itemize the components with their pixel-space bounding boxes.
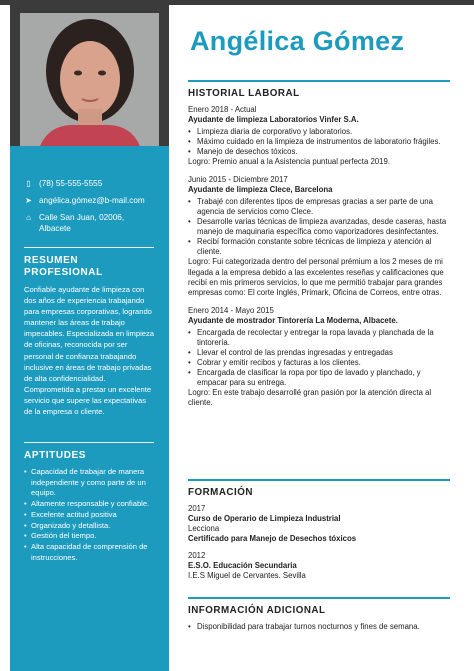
education-title: E.S.O. Educación Secundaria (188, 560, 297, 570)
job-bullets (188, 197, 450, 258)
skills-heading: APTITUDES (24, 450, 87, 461)
skills-section (24, 442, 154, 563)
skill-item: • Alta capacidad de comprensión de instrucciones. (24, 542, 154, 563)
job-entry (188, 175, 450, 298)
email-text: angélica.gómez@b-mail.com (39, 196, 145, 205)
skill-item: • Gestión del tiempo. (24, 531, 154, 542)
additional-section (188, 597, 450, 632)
skill-item: • Organizado y detallista. (24, 521, 154, 532)
education-heading: FORMACIÓN (188, 486, 253, 498)
contact-phone (24, 178, 164, 189)
contact-block (24, 178, 164, 240)
send-icon: ➤ (25, 196, 32, 205)
skill-item: • Excelente actitud positiva (24, 510, 154, 521)
additional-list (188, 622, 450, 632)
job-bullet: • Cobrar y emitir recibos y facturas a los clientes. (188, 358, 450, 368)
phone-icon: ▯ (26, 179, 31, 188)
job-achievement: Logro: Fui categorizada dentro del personal prémium a los 2 meses de mi llegada a la empresa debido a las excelentes reseñas y calificaciones que recibí en mis primeros servicios, lo que me permitió trabajar para grandes empresas como: El corte Inglés, Primark, Oficina de Correos, entre otras. (188, 257, 444, 297)
work-heading: HISTORIAL LABORAL (188, 87, 300, 99)
job-title: Ayudante de limpieza Laboratorios Vinfer S.A. (188, 114, 359, 124)
work-section (188, 80, 450, 409)
address-line2: Albacete (39, 224, 71, 233)
divider (188, 80, 450, 82)
education-year: 2017 (188, 503, 206, 513)
job-bullet: • Llevar el control de las prendas ingresadas y entregadas (188, 348, 450, 358)
contact-email (24, 195, 164, 206)
additional-heading: INFORMACIÓN ADICIONAL (188, 604, 326, 616)
skill-item: • Altamente responsable y confiable. (24, 499, 154, 510)
skill-item: • Capacidad de trabajar de manera independiente y como parte de un equipo. (24, 467, 154, 499)
job-bullet: • Encargada de recolectar y entregar la ropa lavada y planchada de la tintorería. (188, 328, 450, 348)
job-date: Enero 2018 - Actual (188, 104, 257, 114)
job-achievement: Logro: Premio anual a la Asistencia puntual perfecta 2019. (188, 156, 390, 166)
education-title: Curso de Operario de Limpieza Industrial (188, 513, 341, 523)
job-bullet: • Desarrolle varias técnicas de limpieza avanzadas, desde caseras, hasta manejo de maquinaria específica como vaporizadores desinfectantes. (188, 217, 450, 237)
job-achievement: Logro: En este trabajo desarrollé gran pasión por la atención directa al cliente. (188, 388, 432, 408)
education-section (188, 479, 450, 581)
skills-list (24, 467, 154, 563)
candidate-name: Angélica Gómez (190, 26, 405, 56)
education-place: Lecciona (188, 523, 220, 533)
job-entry (188, 105, 450, 167)
job-title: Ayudante de limpieza Clece, Barcelona (188, 184, 333, 194)
job-bullet: • Recibí formación constante sobre técnicas de limpieza y atención al cliente. (188, 237, 450, 257)
divider (24, 442, 154, 443)
job-bullet: • Encargada de clasificar la ropa por tipo de lavado y planchado, y empacar para su entrega. (188, 368, 450, 388)
summary-heading-line2: PROFESIONAL (24, 267, 103, 278)
job-bullet: • Trabajé con diferentes tipos de empresas gracias a ser parte de una agencia de servicios como Clece. (188, 197, 450, 217)
job-bullet: • Manejo de desechos tóxicos. (188, 147, 450, 157)
contact-address (24, 212, 164, 234)
address-line1: Calle San Juan, 02006, (39, 213, 125, 222)
phone-text: (78) 55-555-5555 (39, 179, 103, 188)
job-title: Ayudante de mostrador Tintorería La Moderna, Albacete. (188, 315, 398, 325)
job-bullet: • Limpieza diaria de corporativo y laboratorios. (188, 127, 450, 137)
job-date: Junio 2015 - Diciembre 2017 (188, 174, 288, 184)
education-place: I.E.S Miguel de Cervantes. Sevilla (188, 570, 306, 580)
education-year: 2012 (188, 550, 206, 560)
summary-heading (24, 255, 154, 279)
additional-item: • Disponibilidad para trabajar turnos nocturnos y fines de semana. (188, 622, 450, 632)
summary-section (24, 247, 154, 417)
summary-heading-line1: RESUMEN (24, 255, 79, 266)
divider (188, 597, 450, 599)
job-bullets (188, 127, 450, 157)
job-date: Enero 2014 - Mayo 2015 (188, 305, 274, 315)
profile-photo (20, 13, 159, 146)
home-icon: ⌂ (26, 213, 31, 222)
summary-text: Confiable ayudante de limpieza con dos años de experiencia trabajando para empresas corporativas, logrando mantener las áreas de trabajo impecables. Especializada en limpieza de oficinas, reconocida por ser personal de confianza trabajando inclusive en áreas de trabajo privadas de alta confidencialidad. Comprometida a prestar un excelente servicio que supere las expectativas de la empresa o cliente. (24, 285, 155, 417)
education-extra: Certificado para Manejo de Desechos tóxicos (188, 533, 357, 543)
job-entry (188, 306, 450, 409)
education-entry (188, 551, 450, 581)
divider (188, 479, 450, 481)
job-bullet: • Máximo cuidado en la limpieza de instrumentos de laboratorio frágiles. (188, 137, 450, 147)
divider (24, 247, 154, 248)
job-bullets (188, 328, 450, 389)
education-entry (188, 504, 450, 544)
